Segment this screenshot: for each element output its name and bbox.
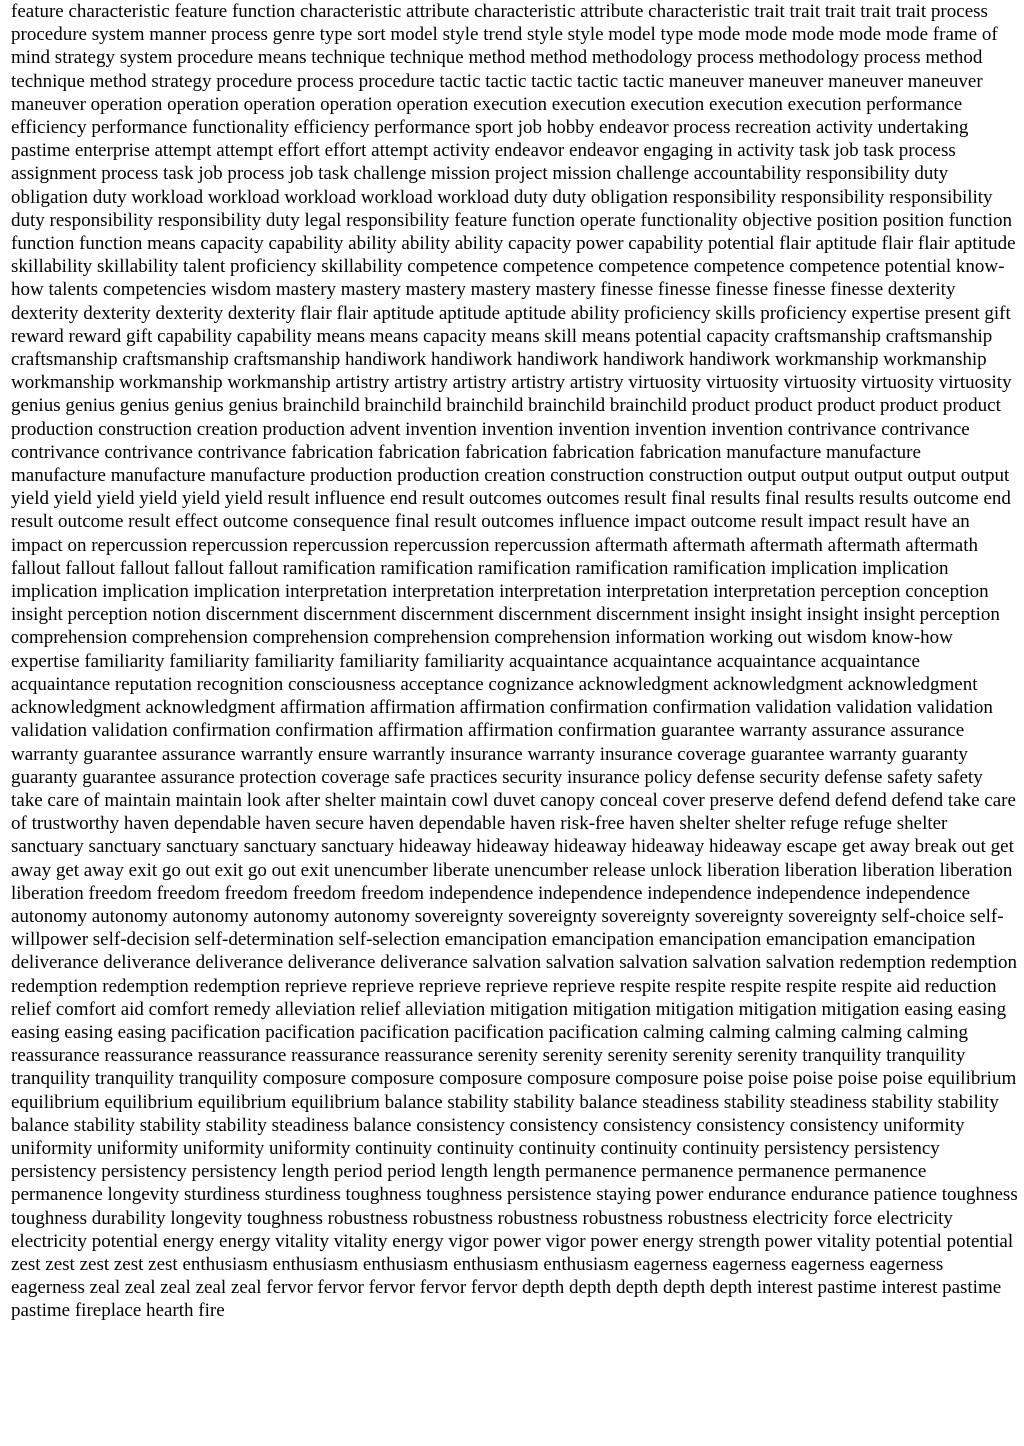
body-text: feature characteristic feature function characteristic attribute characteristic attribute characteristic trait trait trait trait trait process procedure system manner process genre type sort model style trend style style model type mode mode mode mode mode frame of mind strategy system procedure means technique technique method method methodology process methodology process method technique method strategy procedure process procedure tactic tactic tactic tactic tactic maneuver maneuver maneuver maneuver maneuver operation operation operation operation operation execution execution execution execution execution performance efficiency performance functionality efficiency performance sport job hobby endeavor process recreation activity undertaking pastime enterprise attempt attempt effort effort attempt activity endeavor endeavor engaging in activity task job task process assignment process task job process job task challenge mission project mission challenge accountability responsibility duty obligation duty workload workload workload workload workload duty duty obligation responsibility responsibility responsibility duty responsibility responsibility duty legal responsibility feature function operate functionality objective position position function function function means capacity capability ability ability ability capacity power capability potential flair aptitude flair flair aptitude skillability skillability talent proficiency skillability competence competence competence competence competence potential know-how talents competencies wisdom mastery mastery mastery mastery mastery finesse finesse finesse finesse finesse dexterity dexterity dexterity dexterity dexterity flair flair aptitude aptitude aptitude ability proficiency skills proficiency expertise present gift reward reward gift capability capability means means capacity means skill means potential capacity craftsmanship craftsmanship craftsmanship craftsmanship craftsmanship handiwork handiwork handiwork handiwork handiwork workmanship workmanship workmanship workmanship workmanship artistry artistry artistry artistry artistry virtuosity virtuosity virtuosity virtuosity virtuosity genius genius genius genius genius brainchild brainchild brainchild brainchild brainchild product product product product product production construction creation production advent invention invention invention invention invention contrivance contrivance contrivance contrivance contrivance fabrication fabrication fabrication fabrication fabrication manufacture manufacture manufacture manufacture manufacture production production creation construction construction output output output output output yield yield yield yield yield yield result influence end result outcomes outcomes result final results final results results outcome end result outcome result effect outcome consequence final result outcomes influence impact outcome result impact result have an impact on repercussion repercussion repercussion repercussion repercussion aftermath aftermath aftermath aftermath aftermath fallout fallout fallout fallout fallout ramification ramification ramification ramification ramification implication implication implication implication implication interpretation interpretation interpretation interpretation interpretation perception conception insight perception notion discernment discernment discernment discernment discernment insight insight insight insight perception comprehension comprehension comprehension comprehension comprehension information working out wisdom know-how expertise familiarity familiarity familiarity familiarity familiarity acquaintance acquaintance acquaintance acquaintance acquaintance reputation recognition consciousness acceptance cognizance acknowledgment acknowledgment acknowledgment acknowledgment acknowledgment affirmation affirmation affirmation confirmation confirmation validation validation validation validation validation confirmation confirmation affirmation affirmation confirmation guarantee warranty assurance assurance warranty guarantee assurance warrantly ensure warrantly insurance warranty insurance coverage guarantee warranty guaranty guaranty guarantee assurance protection coverage safe practices security insurance policy defense security defense safety safety take care of maintain maintain look after shelter maintain cowl duvet canopy conceal cover preserve defend defend defend take care of trustworthy haven dependable haven secure haven dependable haven risk-free haven shelter shelter refuge refuge shelter sanctuary sanctuary sanctuary sanctuary sanctuary hideaway hideaway hideaway hideaway hideaway escape get away break out get away get away exit go out exit go out exit unencumber liberate unencumber release unlock liberation liberation liberation liberation liberation freedom freedom freedom freedom freedom independence independence independence independence independence autonomy autonomy autonomy autonomy autonomy sovereignty sovereignty sovereignty sovereignty sovereignty self-choice self-willpower self-decision self-determination self-selection emancipation emancipation emancipation emancipation emancipation deliverance deliverance deliverance deliverance deliverance salvation salvation salvation salvation salvation redemption redemption redemption redemption redemption reprieve reprieve reprieve reprieve reprieve respite respite respite respite respite aid reduction relief comfort aid comfort remedy alleviation relief alleviation mitigation mitigation mitigation mitigation mitigation easing easing easing easing easing pacification pacification pacification pacification pacification calming calming calming calming calming reassurance reassurance reassurance reassurance reassurance serenity serenity serenity serenity serenity tranquility tranquility tranquility tranquility tranquility composure composure composure composure composure poise poise poise poise poise equilibrium equilibrium equilibrium equilibrium equilibrium balance stability stability balance steadiness stability steadiness stability stability balance stability stability stability steadiness balance consistency consistency consistency consistency consistency uniformity uniformity uniformity uniformity uniformity continuity continuity continuity continuity continuity persistency persistency persistency persistency persistency length period period length length permanence permanence permanence permanence permanence longevity sturdiness sturdiness toughness toughness persistence staying power endurance endurance patience toughness toughness durability longevity toughness robustness robustness robustness robustness robustness electricity force electricity electricity potential energy energy vitality vitality energy vigor power vigor power energy strength power vitality potential potential zest zest zest zest zest enthusiasm enthusiasm enthusiasm enthusiasm enthusiasm eagerness eagerness eagerness eagerness eagerness zeal zeal zeal zeal zeal fervor fervor fervor fervor fervor depth depth depth depth depth interest pastime interest pastime pastime fireplace hearth fire: [11, 1, 1018, 1322]
